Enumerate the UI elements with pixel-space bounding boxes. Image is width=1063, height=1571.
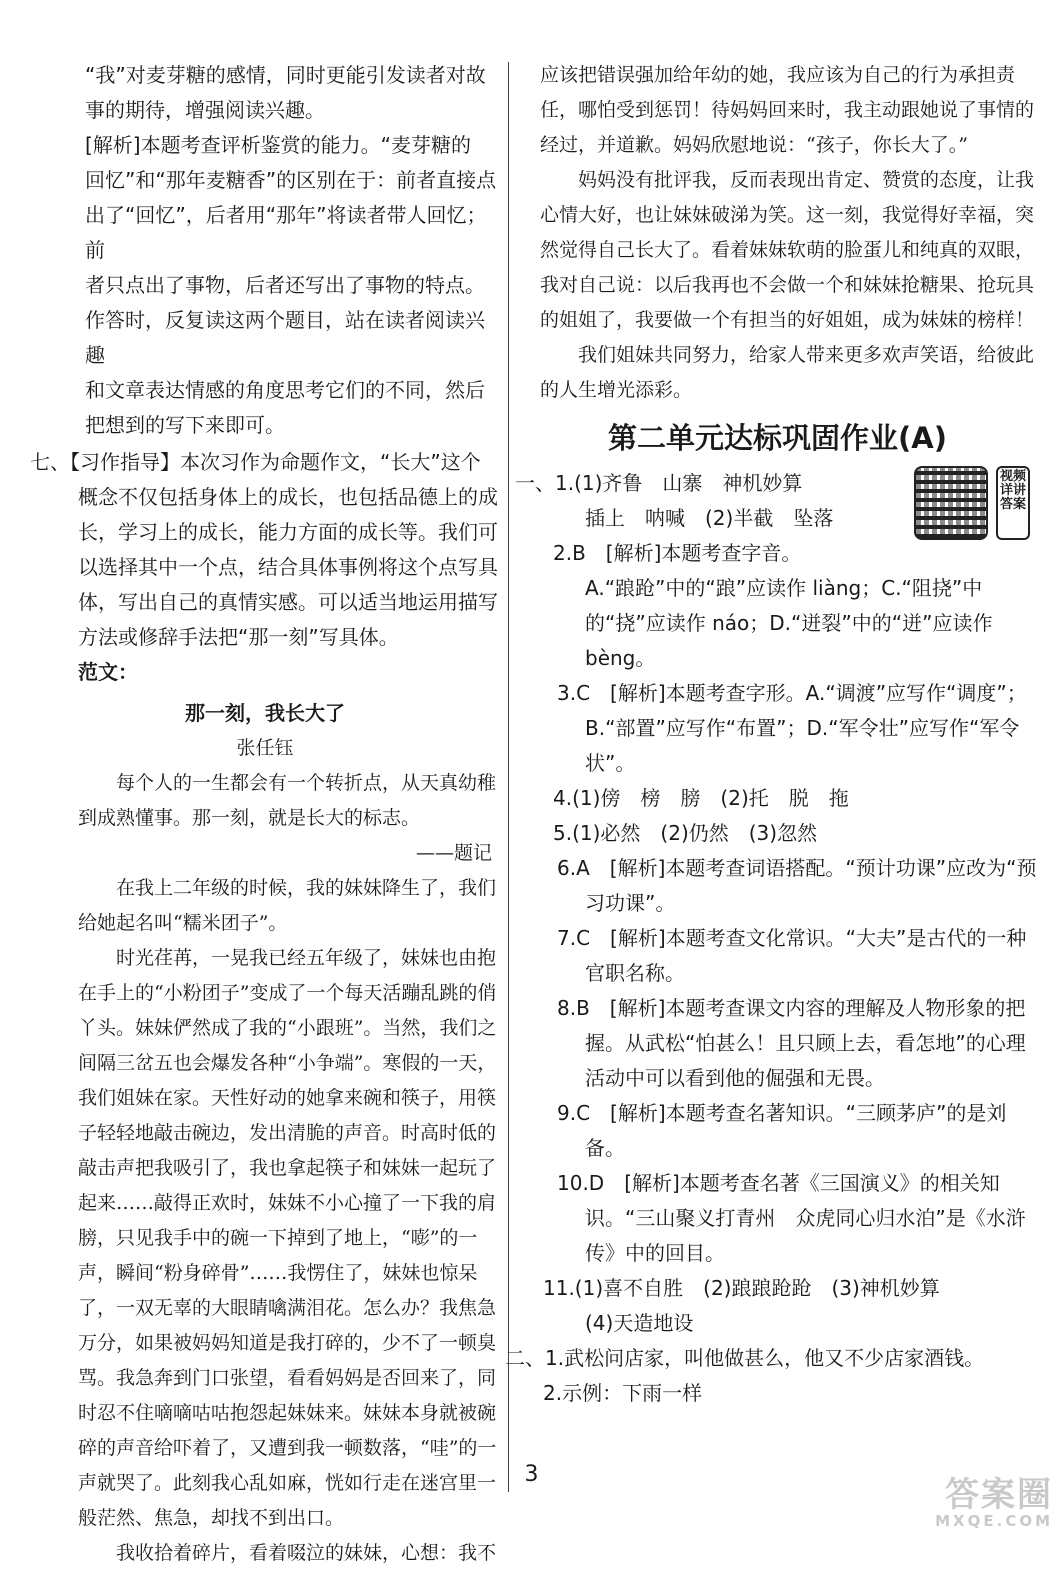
writing-guide: 七、【习作指导】本次习作为命题作文，“长大”这个概念不仅包括身体上的成长，也包括品德上的成长，学习上的成长，能力方面的成长等。我们可以选择其中一个点，结合具体事例将这个点写具体，写出自己的真情实感。可以适当地运用描写方法或修辞手法把“那一刻”写具体。 <box>30 450 498 649</box>
qr-label: 视频详讲答案 <box>996 466 1030 540</box>
answer-item: 3.C [解析]本题考查字形。A.“调渡”应写作“调度”；B.“部置”应写作“布置”；D.“军令壮”应写作“军令状”。 <box>557 681 1027 775</box>
unit-title: 第二单元达标巩固作业(A) <box>608 421 947 455</box>
essay-title: 那一刻，我长大了 <box>185 701 345 725</box>
epigraph: 每个人的一生都会有一个转折点，从天真幼稚到成熟懂事。那一刻，就是长大的标志。 <box>78 772 497 829</box>
answer-item: 2.示例：下雨一样 <box>543 1381 703 1405</box>
text-line: 回忆”和“那年麦糖香”的区别在于：前者直接点 <box>85 168 497 192</box>
answer-item: 9.C [解析]本题考查名著知识。“三顾茅庐”的是刘备。 <box>557 1101 1007 1160</box>
essay-paragraph: 时光荏苒，一晃我已经五年级了，妹妹也由抱在手上的“小粉团子”变成了一个每天活蹦乱跳的俏丫头。妹妹俨然成了我的“小跟班”。当然，我们之间隔三岔五也会爆发各种“小争端”。寒假的一天，我们姐妹在家。天性好动的她拿来碗和筷子，用筷子轻轻地敲击碗边，发出清脆的声音。时高时低的敲击声把我吸引了，我也拿起筷子和妹妹一起玩了起来……敲得正欢时，妹妹不小心撞了一下我的肩膀，只见我手中的碗一下掉到了地上，“嘭”的一声，瞬间“粉身碎骨”……我愣住了，妹妹也惊呆了，一双无辜的大眼睛噙满泪花。怎么办？我焦急万分，如果被妈妈知道是我打碎的，少不了一顿臭骂。我急奔到门口张望，看看妈妈是否回来了，同时忍不住嘀嘀咕咕抱怨起妹妹来。妹妹本身就被碗碎的声音给吓着了，又遭到我一顿数落，“哇”的一声就哭了。此刻我心乱如麻，恍如行走在迷宫里一般茫然、焦急，却找不到出口。 <box>78 947 497 1529</box>
answer-item: 8.B [解析]本题考查课文内容的理解及人物形象的把握。从武松“怕甚么！且只顾上去，看怎地”的心理活动中可以看到他的倔强和无畏。 <box>557 996 1026 1090</box>
text-line: 和文章表达情感的角度思考它们的不同，然后 <box>85 378 485 402</box>
page-number: 3 <box>524 1462 539 1487</box>
watermark-logo <box>863 1475 1053 1530</box>
right-column <box>505 58 1040 1411</box>
answer-item: 10.D [解析]本题考查名著《三国演义》的相关知识。“三山聚义打青州 众虎同心归水泊”是《水浒传》中的回目。 <box>557 1171 1026 1265</box>
essay-paragraph: 我们姐妹共同努力，给家人带来更多欢声笑语，给彼此的人生增光添彩。 <box>540 344 1035 401</box>
essay-paragraph: 在我上二年级的时候，我的妹妹降生了，我们给她起名叫“糯米团子”。 <box>78 877 497 934</box>
answer-item: 一、1.(1)齐鲁 山寨 神机妙算 <box>515 471 803 495</box>
text-line: 出了“回忆”，后者用“那年”将读者带人回忆；前 <box>85 203 487 262</box>
answer-item: 二、1.武松问店家，叫他做甚么，他又不少店家酒钱。 <box>505 1346 985 1370</box>
answer-item: 5.(1)必然 (2)仍然 (3)忽然 <box>553 821 818 845</box>
answer-item: 插上 呐喊 (2)半截 坠落 <box>585 506 834 530</box>
watermark-url: MXQE.COM <box>935 1512 1053 1530</box>
answer-item: 7.C [解析]本题考查文化常识。“大夫”是古代的一种官职名称。 <box>557 926 1027 985</box>
qr-code-icon[interactable] <box>914 466 988 540</box>
text-line: [解析]本题考查评析鉴赏的能力。“麦芽糖的 <box>85 133 471 157</box>
fanwen-label: 范文： <box>78 660 138 684</box>
answer-item: 4.(1)傍 榜 膀 (2)托 脱 拖 <box>553 786 849 810</box>
epigraph-signature: ——题记 <box>415 842 492 864</box>
essay-paragraph: 妈妈没有批评我，反而表现出肯定、赞赏的态度，让我心情大好，也让妹妹破涕为笑。这一刻，我觉得好幸福，突然觉得自己长大了。看着妹妹软萌的脸蛋儿和纯真的双眼，我对自己说：以后我再也不会做一个和妹妹抢糖果、抢玩具的姐姐了，我要做一个有担当的好姐姐，成为妹妹的榜样！ <box>540 169 1035 331</box>
text-line: 把想到的写下来即可。 <box>85 413 285 437</box>
left-column <box>30 58 500 1571</box>
essay-paragraph: 我收拾着碎片，看着啜泣的妹妹，心想：我不 <box>116 1542 497 1564</box>
essay-paragraph: 应该把错误强加给年幼的她，我应该为自己的行为承担责任，哪怕受到惩罚！待妈妈回来时，我主动跟她说了事情的经过，并道歉。妈妈欣慰地说：“孩子，你长大了。” <box>540 64 1035 156</box>
answer-item: (4)天造地设 <box>585 1311 694 1335</box>
text-line: 者只点出了事物，后者还写出了事物的特点。 <box>85 273 485 297</box>
text-line: 事的期待，增强阅读兴趣。 <box>85 98 325 122</box>
answer-item: 11.(1)喜不自胜 (2)踉踉跄跄 (3)神机妙算 <box>543 1276 940 1300</box>
column-divider <box>508 62 509 1492</box>
essay-author: 张任钰 <box>236 737 294 759</box>
answer-item: 2.B [解析]本题考查字音。 <box>553 541 802 565</box>
text-line: “我”对麦芽糖的感情，同时更能引发读者对故 <box>85 63 486 87</box>
answer-item: 6.A [解析]本题考查词语搭配。“预计功课”应改为“预习功课”。 <box>557 856 1037 915</box>
watermark-text: 答案圈 <box>945 1475 1053 1515</box>
text-line: 作答时，反复读这两个题目，站在读者阅读兴趣 <box>85 308 485 367</box>
answer-item: A.“踉跄”中的“踉”应读作 liàng；C.“阻挠”中的“挠”应读作 náo；D.“迸裂”中的“迸”应读作 bèng。 <box>585 576 993 670</box>
